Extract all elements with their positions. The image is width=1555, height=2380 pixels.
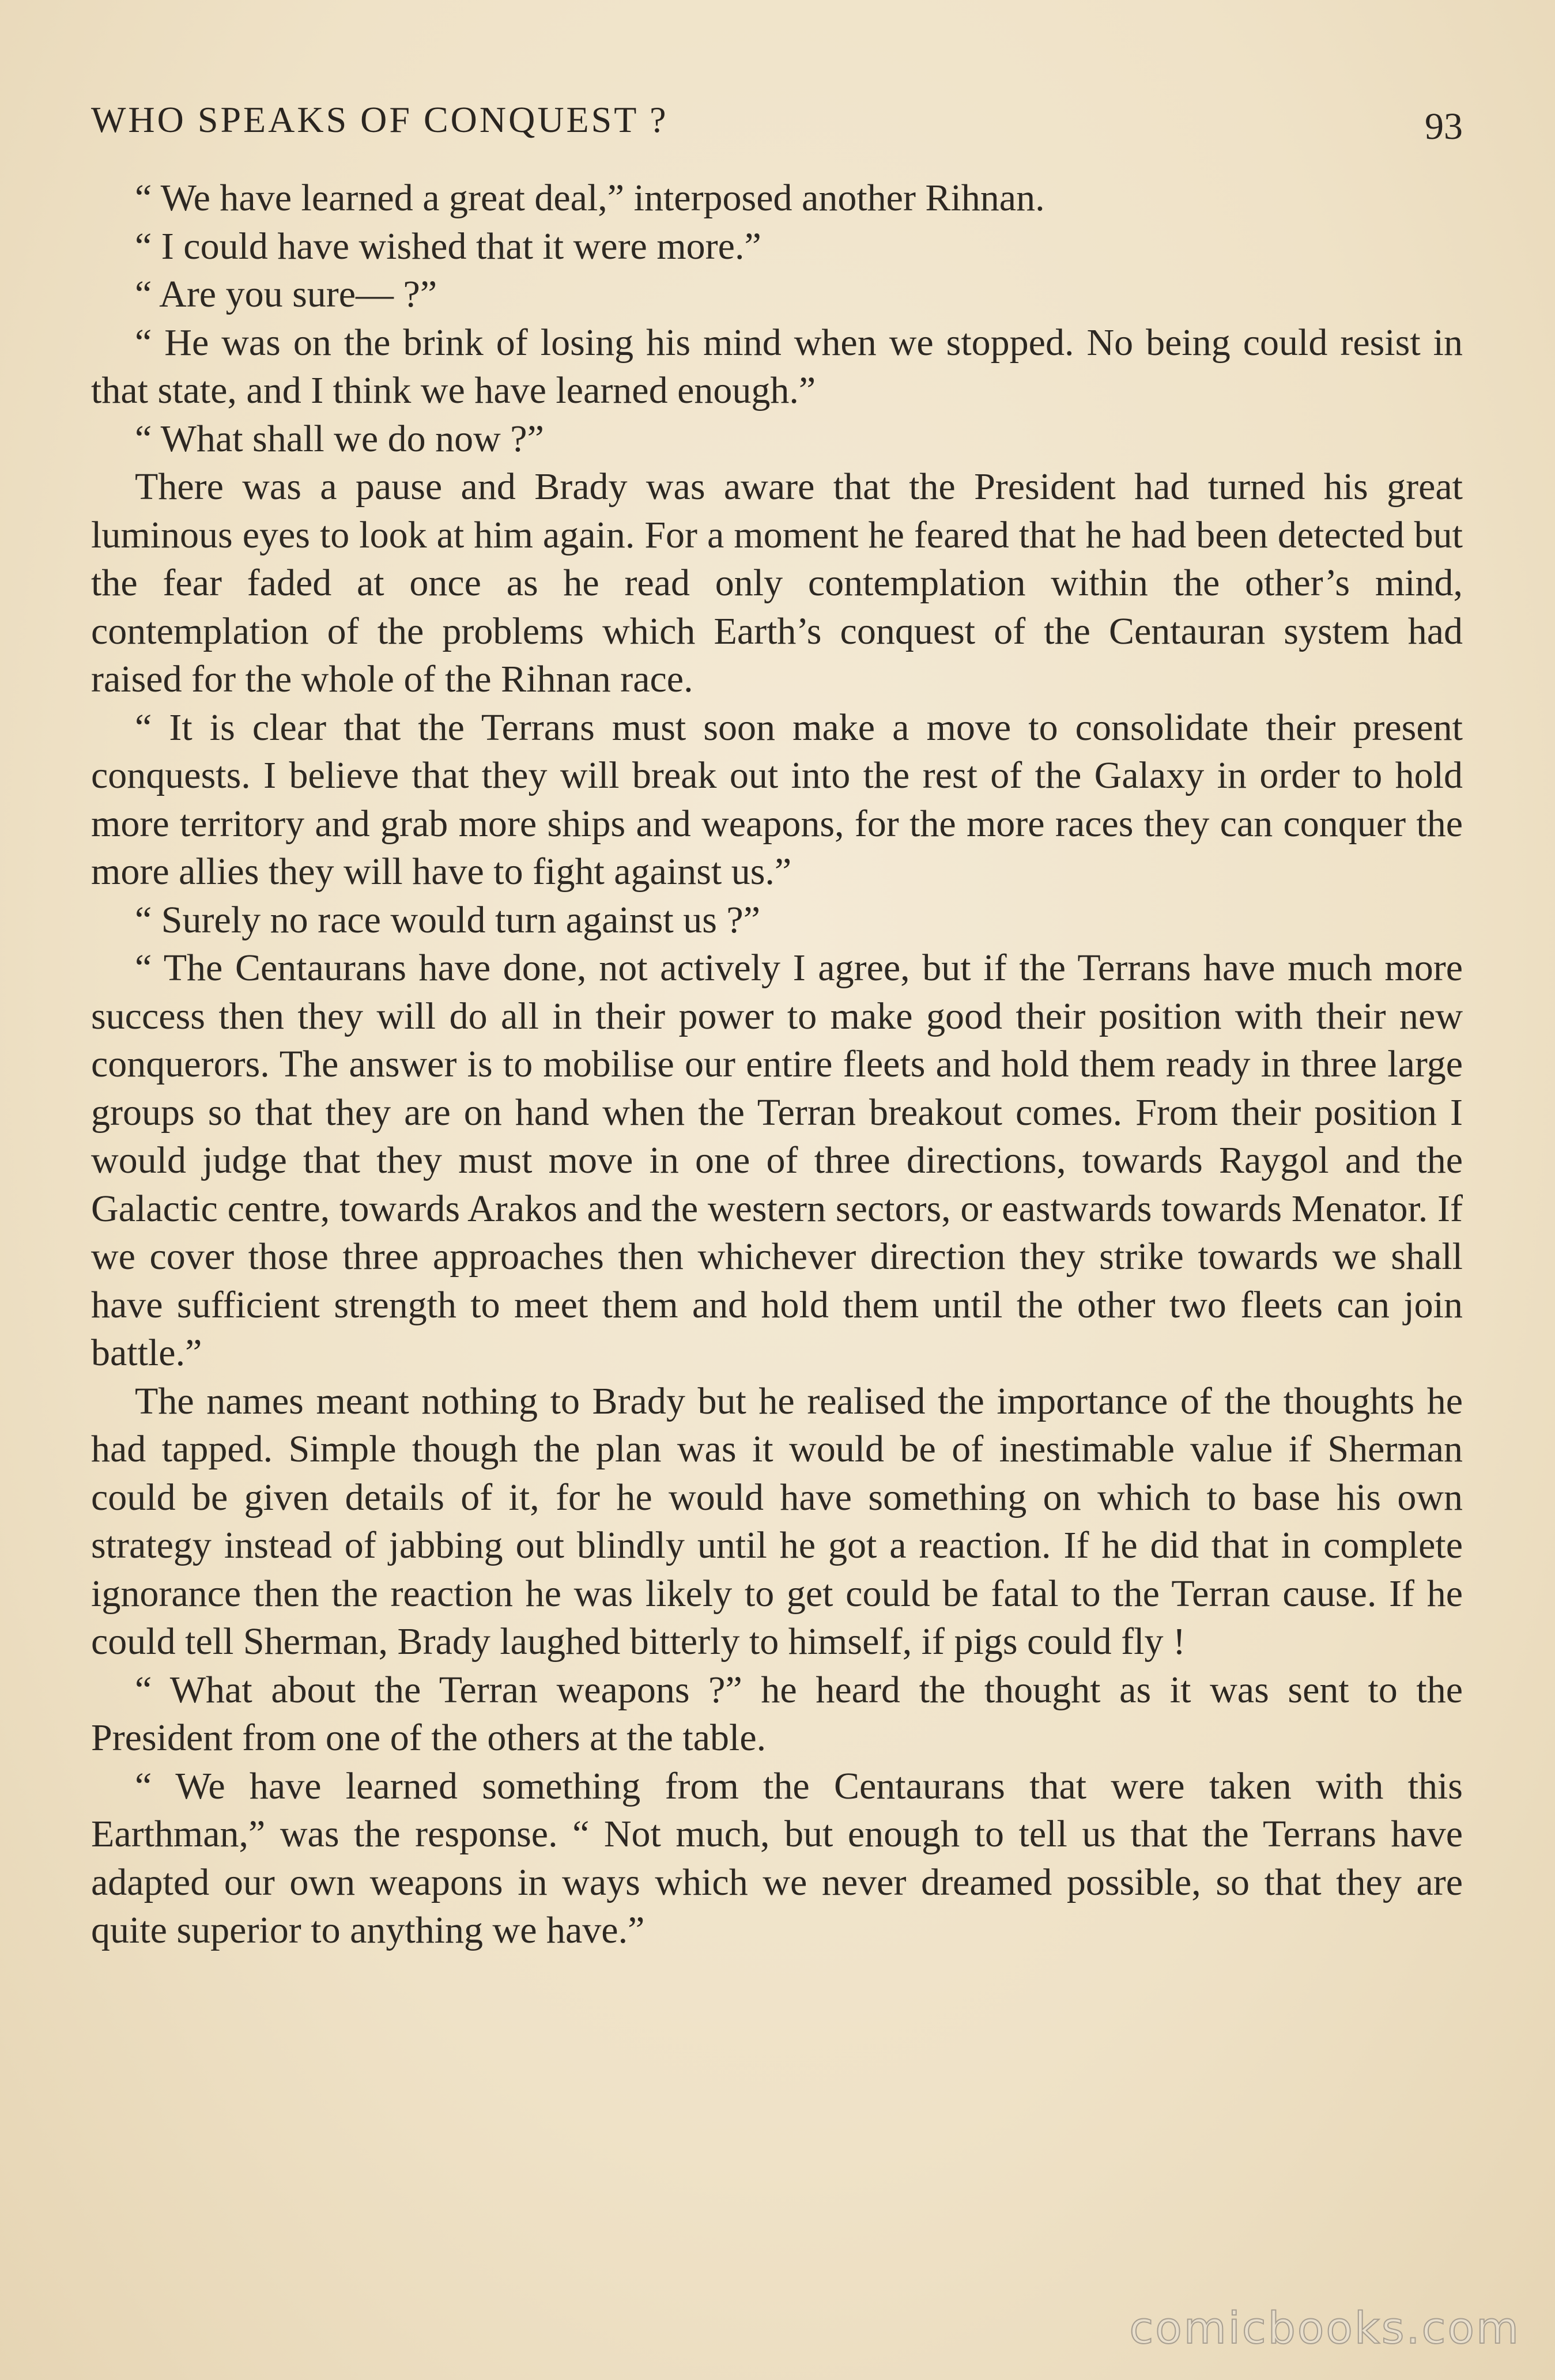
paragraph: “ He was on the brink of losing his mind when we stopped. No being could resist in that state, and I think we have learned enough.” bbox=[91, 321, 1463, 411]
paragraph: “ What about the Terran weapons ?” he heard the thought as it was sent to the President from one of the others at the table. bbox=[91, 1668, 1463, 1759]
paragraph: “ The Centaurans have done, not actively I agree, but if the Terrans have much more success then they will do all in their power to make good their position with their new conquerors. The answer is to mobilise our entire fleets and hold them ready in three large groups so that they are on hand when the Terran breakout comes. From their position I would judge that they must move in one of three directions, towards Raygol and the Galactic centre, towards Arakos and the western sectors, or eastwards towards Menator. If we cover those three approaches then whichever direction they strike towards we shall have sufficient strength to meet them and hold them until the other two fleets can join battle.” bbox=[91, 947, 1463, 1374]
paragraph: “ It is clear that the Terrans must soon make a move to consolidate their present conquests. I believe that they will break out into the rest of the Galaxy in order to hold more territory and grab more ships and weapons, for the more races they can conquer the more allies they will have to fight against us.” bbox=[91, 706, 1463, 893]
page-number: 93 bbox=[1425, 105, 1463, 148]
paragraph: “ We have learned something from the Centaurans that were taken with this Earthman,” was the response. “ Not much, but enough to tell us that the Terrans have adapted our own weapons in ways which we never dreamed possible, so that they are quite superior to anything we have.” bbox=[91, 1765, 1463, 1951]
body-text bbox=[91, 174, 1463, 1955]
paragraph: “ I could have wished that it were more.” bbox=[135, 225, 761, 267]
paragraph: “ What shall we do now ?” bbox=[135, 417, 544, 460]
paragraph: “ We have learned a great deal,” interposed another Rihnan. bbox=[135, 177, 1045, 219]
paragraph: “ Surely no race would turn against us ?” bbox=[135, 898, 761, 941]
watermark: comicbooks.com bbox=[1129, 2302, 1520, 2353]
page-header bbox=[91, 91, 1463, 149]
paragraph: The names meant nothing to Brady but he realised the importance of the thoughts he had tapped. Simple though the plan was it would be of inestimable value if Sherman could be given details of it, for he would have something on which to base his own strategy instead of jabbing out blindly until he got a reaction. If he did that in complete ignorance then the reaction he was likely to get could be fatal to the Terran cause. If he could tell Sherman, Brady laughed bitterly to himself, if pigs could fly ! bbox=[91, 1380, 1463, 1663]
paragraph: “ Are you sure— ?” bbox=[135, 273, 437, 315]
paragraph: There was a pause and Brady was aware that the President had turned his great luminous eyes to look at him again. For a moment he feared that he had been detected but the fear faded at once as he read only contemplation within the other’s mind, contemplation of the problems which Earth’s conquest of the Centauran system had raised for the whole of the Rihnan race. bbox=[91, 466, 1463, 700]
running-title: WHO SPEAKS OF CONQUEST ? bbox=[91, 99, 669, 140]
